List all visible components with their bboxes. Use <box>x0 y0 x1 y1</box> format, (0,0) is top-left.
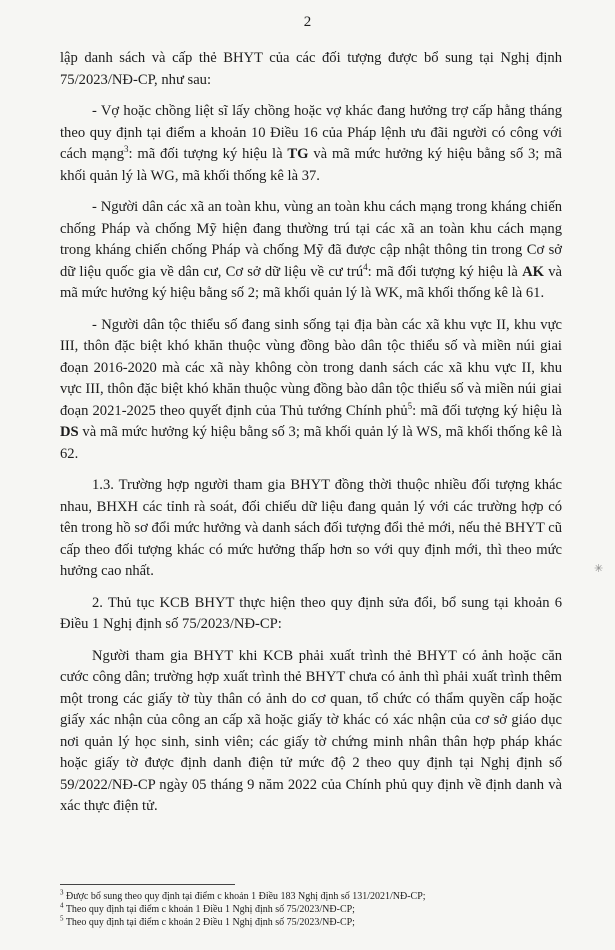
paragraph-text: : mã đối tượng ký hiệu là <box>367 263 523 280</box>
footnote-text: Được bổ sung theo quy định tại điểm c khoản 1 Điều 183 Nghị định số 131/2021/NĐ-CP; <box>63 891 426 902</box>
paragraph-procedure: Người tham gia BHYT khi KCB phải xuất trình thẻ BHYT có ảnh hoặc căn cước công dân; trường hợp xuất trình thẻ BHYT chưa có ảnh thì phải xuất trình thêm một trong các giấy tờ tùy thân có ảnh do cơ quan, tổ chức có thẩm quyền cấp hoặc giấy xác nhận của công an cấp xã hoặc giấy tờ khác có xác nhận của cơ sở giáo dục nơi quản lý học sinh, sinh viên; các giấy tờ chứng minh nhân thân hợp pháp khác hoặc giấy tờ được định danh điện tử mức độ 2 theo quy định tại Nghị định số 59/2022/NĐ-CP ngày 05 tháng 9 năm 2022 của Chính phủ quy định về định danh và xác thực điện tử. <box>60 647 562 814</box>
code-ak: AK <box>522 263 544 280</box>
paragraph-text: : mã đối tượng ký hiệu là <box>128 146 288 162</box>
paragraph-2: 2. Thủ tục KCB BHYT thực hiện theo quy định sửa đổi, bổ sung tại khoản 6 Điều 1 Nghị định số 75/2023/NĐ-CP: <box>60 594 562 632</box>
footnote-5 <box>60 916 562 929</box>
footnote-divider <box>60 884 235 885</box>
footnotes <box>60 890 562 929</box>
paragraph-text: và mã mức hưởng ký hiệu bằng số 3; mã khối quản lý là WG, mã khối thống kê là 37. <box>60 146 562 184</box>
document-body <box>60 48 562 828</box>
footnote-ref-3: 3 <box>124 144 129 155</box>
margin-mark-icon: ✳ <box>594 563 604 575</box>
paragraph-text: : mã đối tượng ký hiệu là <box>412 402 562 419</box>
paragraph-ak <box>60 197 562 305</box>
paragraph-tg <box>60 101 562 187</box>
footnote-ref-4: 4 <box>363 261 368 272</box>
code-tg: TG <box>287 146 309 162</box>
footnote-text: Theo quy định tại điểm c khoản 2 Điều 1 Nghị định số 75/2023/NĐ-CP; <box>63 917 355 928</box>
footnote-ref-5: 5 <box>407 400 413 411</box>
paragraph-text: và mã mức hưởng ký hiệu bằng số 2; mã khối quản lý là WK, mã khối thống kê là 61. <box>60 263 562 301</box>
page-number: 2 <box>303 14 312 30</box>
paragraph-text: - Người dân các xã an toàn khu, vùng an toàn khu cách mạng trong kháng chiến chống Pháp và chống Mỹ hiện đang thường trú tại các xã an toàn khu cách mạng trong kháng chiến chống Pháp và chống Mỹ đã được cập nhật thông tin trong Cơ sở dữ liệu quốc gia về dân cư, Cơ sở dữ liệu về cư trú <box>60 199 562 280</box>
paragraph-text: - Người dân tộc thiểu số đang sinh sống tại địa bàn các xã khu vực II, khu vực III, thôn đặc biệt khó khăn thuộc vùng đồng bào dân tộc thiểu số và miền núi giai đoạn 2016-2020 mà các xã này không còn trong danh sách các xã khu vực II, khu vực III, thôn đặc biệt khó khăn thuộc vùng đồng bào dân tộc thiểu số và miền núi giai đoạn 2021-2025 theo quyết định của Thủ tướng Chính phủ <box>60 316 562 419</box>
code-ds: DS <box>60 424 79 440</box>
footnote-number: 4 <box>60 901 64 910</box>
footnote-4 <box>60 903 562 916</box>
footnote-number: 5 <box>60 914 64 923</box>
paragraph-text: và mã mức hưởng ký hiệu bằng số 3; mã khối quản lý là WS, mã khối thống kê là 62. <box>60 424 562 462</box>
paragraph-1-3: 1.3. Trường hợp người tham gia BHYT đồng thời thuộc nhiều đối tượng khác nhau, BHXH các tỉnh rà soát, đối chiếu dữ liệu đang quản lý với các trường hợp có tên trong hồ sơ đổi mức hưởng và danh sách đối tượng đổi thẻ mới, nếu thẻ BHYT cũ cấp theo đối tượng khác có mức hưởng thấp hơn so với quy định mới, thì theo mức hưởng cao nhất. <box>60 477 562 579</box>
footnote-3 <box>60 890 562 903</box>
footnote-number: 3 <box>60 888 64 897</box>
footnote-text: Theo quy định tại điểm c khoản 1 Điều 1 Nghị định số 75/2023/NĐ-CP; <box>63 904 355 915</box>
paragraph-ds <box>60 315 562 466</box>
paragraph-intro: lập danh sách và cấp thẻ BHYT của các đối tượng được bổ sung tại Nghị định 75/2023/NĐ-CP, như sau: <box>60 50 562 88</box>
paragraph-text: - Vợ hoặc chồng liệt sĩ lấy chồng hoặc vợ khác đang hưởng trợ cấp hằng tháng theo quy định tại điểm a khoản 10 Điều 16 của Pháp lệnh ưu đãi người có công với cách mạng <box>60 103 562 162</box>
